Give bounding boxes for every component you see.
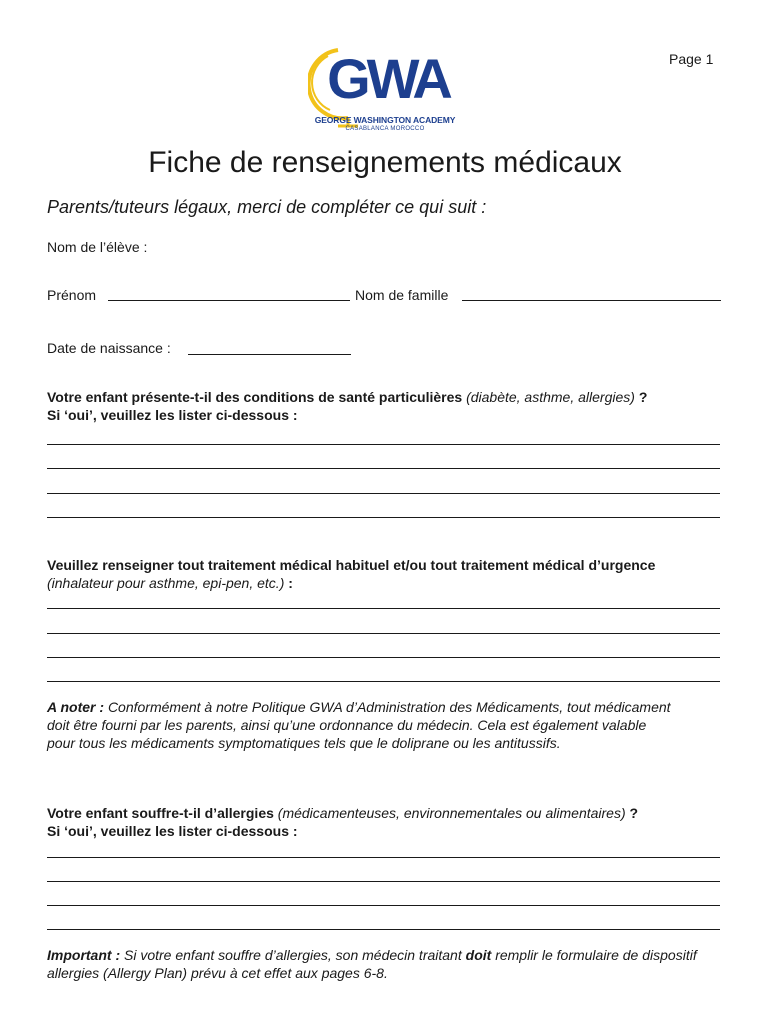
question-health-conditions: Votre enfant présente-t-il des conditions de santé particulières (diabète, asthme, allergies) ? Si ‘oui’, veuillez les lister ci-dessous : (47, 389, 648, 423)
student-name-label: Nom de l’élève : (47, 239, 148, 255)
answer-line[interactable] (47, 444, 720, 445)
subtitle: Parents/tuteurs légaux, merci de compléter ce qui suit : (47, 197, 487, 217)
answer-line[interactable] (47, 681, 720, 682)
first-name-field[interactable] (108, 300, 350, 301)
page-number: Page 1 (669, 51, 714, 67)
logo-letters: GWA (327, 47, 449, 110)
birthdate-label: Date de naissance : (47, 340, 171, 356)
answer-line[interactable] (47, 929, 720, 930)
birthdate-field[interactable] (188, 354, 351, 355)
last-name-label: Nom de famille (355, 287, 449, 303)
answer-line[interactable] (47, 493, 720, 494)
allergy-plan-note: Important : Si votre enfant souffre d’allergies, son médecin traitant doit remplir le formulaire de dispositif allergies (Allergy Plan) prévu à cet effet aux pages 6-8. (47, 947, 697, 981)
question-allergies: Votre enfant souffre-t-il d’allergies (médicamenteuses, environnementales ou alimentaires) ? Si ‘oui’, veuillez les lister ci-dessous : (47, 805, 639, 839)
answer-line[interactable] (47, 905, 720, 906)
answer-line[interactable] (47, 517, 720, 518)
answer-line[interactable] (47, 857, 720, 858)
answer-line[interactable] (47, 468, 720, 469)
answer-line[interactable] (47, 657, 720, 658)
answer-line[interactable] (47, 633, 720, 634)
logo-school-name: GEORGE WASHINGTON ACADEMY (314, 115, 456, 125)
page-title: Fiche de renseignements médicaux (148, 146, 622, 179)
logo-location: CASABLANCA MOROCCO (345, 126, 425, 132)
first-name-label: Prénom (47, 287, 97, 303)
medication-policy-note: A noter : Conformément à notre Politique GWA d’Administration des Médicaments, tout médicament doit être fourni par les parents, ainsi qu’une ordonnance du médecin. Cela est également valable pour tous les médicaments symptomatiques tels que le doliprane ou les antitussifs. (47, 699, 671, 751)
last-name-field[interactable] (462, 300, 721, 301)
answer-line[interactable] (47, 881, 720, 882)
question-medical-treatment: Veuillez renseigner tout traitement médical habituel et/ou tout traitement médical d’urgence (inhalateur pour asthme, epi-pen, etc.) : (47, 557, 656, 591)
answer-line[interactable] (47, 608, 720, 609)
